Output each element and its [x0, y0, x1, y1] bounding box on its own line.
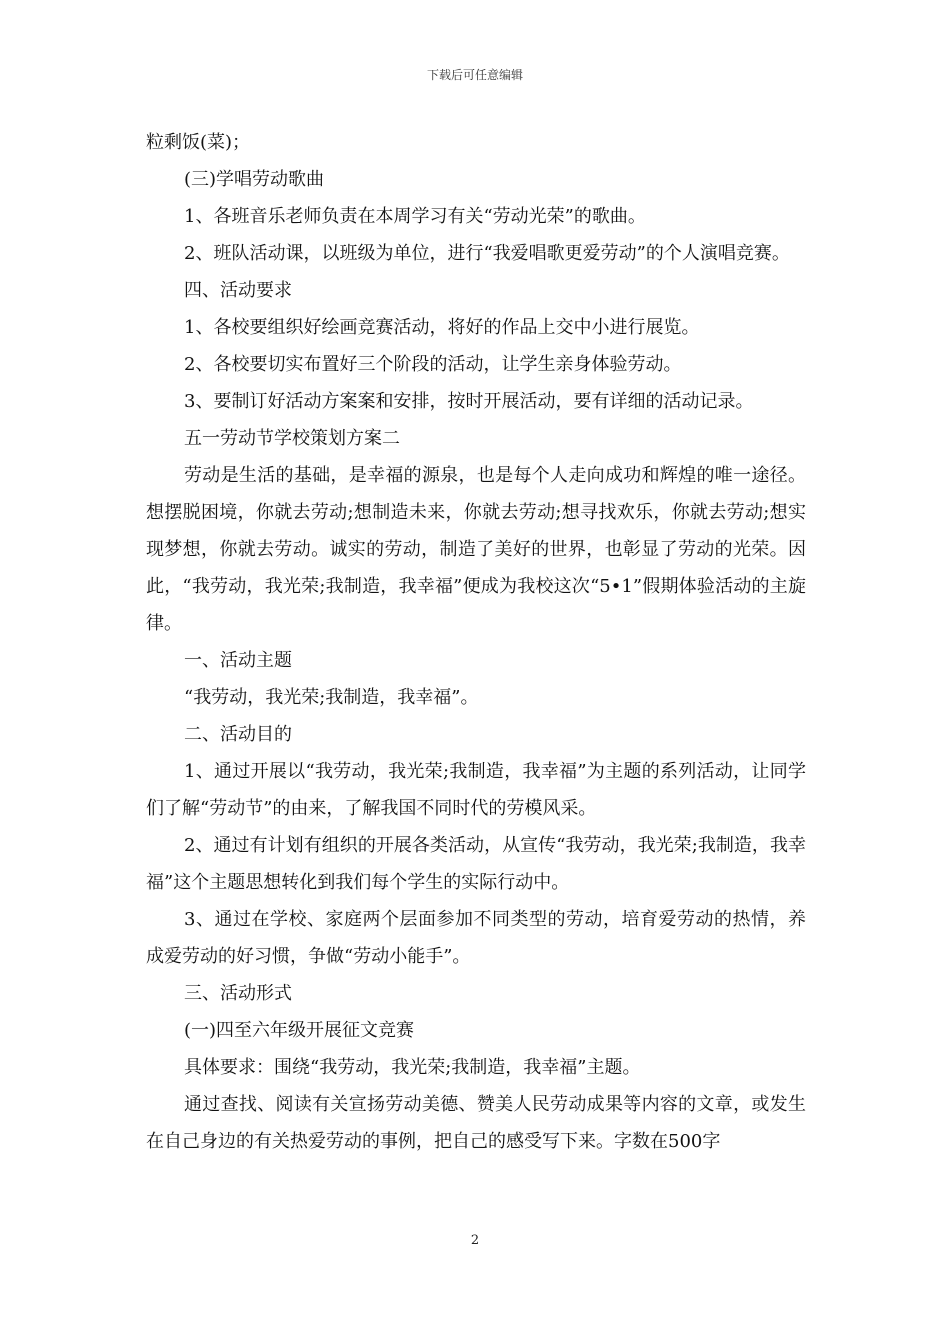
section-heading: 一、活动主题 [184, 650, 292, 671]
page-header: 下载后可任意编辑 [426, 68, 523, 82]
paragraph: 2、通过有计划有组织的开展各类活动，从宣传“我劳动，我光荣;我制造，我幸福”这个主题思想转化到我们每个学生的实际行动中。 [146, 835, 806, 893]
paragraph: “我劳动，我光荣;我制造，我幸福”。 [184, 687, 479, 708]
paragraph: 1、各班音乐老师负责在本周学习有关“劳动光荣”的歌曲。 [184, 206, 646, 227]
paragraph: 1、通过开展以“我劳动，我光荣;我制造，我幸福”为主题的系列活动，让同学们了解“劳动节”的由来，了解我国不同时代的劳模风采。 [146, 761, 806, 819]
paragraph: 2、班队活动课，以班级为单位，进行“我爱唱歌更爱劳动”的个人演唱竞赛。 [184, 243, 790, 264]
paragraph: 1、各校要组织好绘画竞赛活动，将好的作品上交中小进行展览。 [184, 317, 700, 338]
paragraph: 3、要制订好活动方案案和安排，按时开展活动，要有详细的活动记录。 [184, 391, 754, 412]
section-heading: 二、活动目的 [184, 724, 292, 745]
paragraph: 3、通过在学校、家庭两个层面参加不同类型的劳动，培育爱劳动的热情，养成爱劳动的好习惯，争做“劳动小能手”。 [146, 909, 806, 967]
section-heading: (一)四至六年级开展征文竞赛 [184, 1020, 415, 1041]
paragraph: (三)学唱劳动歌曲 [184, 169, 325, 190]
paragraph: 粒剩饭(菜)； [146, 132, 251, 153]
paragraph: 2、各校要切实布置好三个阶段的活动，让学生亲身体验劳动。 [184, 354, 682, 375]
section-heading: 四、活动要求 [184, 280, 292, 301]
page-number: 2 [470, 1233, 480, 1248]
section-heading: 五一劳动节学校策划方案二 [184, 428, 400, 449]
paragraph: 通过查找、阅读有关宣扬劳动美德、赞美人民劳动成果等内容的文章，或发生在自己身边的有关热爱劳动的事例，把自己的感受写下来。字数在500字 [146, 1094, 806, 1152]
section-heading: 三、活动形式 [184, 983, 292, 1004]
paragraph: 劳动是生活的基础，是幸福的源泉，也是每个人走向成功和辉煌的唯一途径。想摆脱困境，你就去劳动;想制造未来，你就去劳动;想寻找欢乐，你就去劳动;想实现梦想，你就去劳动。诚实的劳动，制造了美好的世界，也彰显了劳动的光荣。因此，“我劳动，我光荣;我制造，我幸福”便成为我校这次“5•1”假期体验活动的主旋律。 [146, 465, 806, 634]
paragraph: 具体要求：围绕“我劳动，我光荣;我制造，我幸福”主题。 [184, 1057, 641, 1078]
document-body [146, 124, 806, 1160]
